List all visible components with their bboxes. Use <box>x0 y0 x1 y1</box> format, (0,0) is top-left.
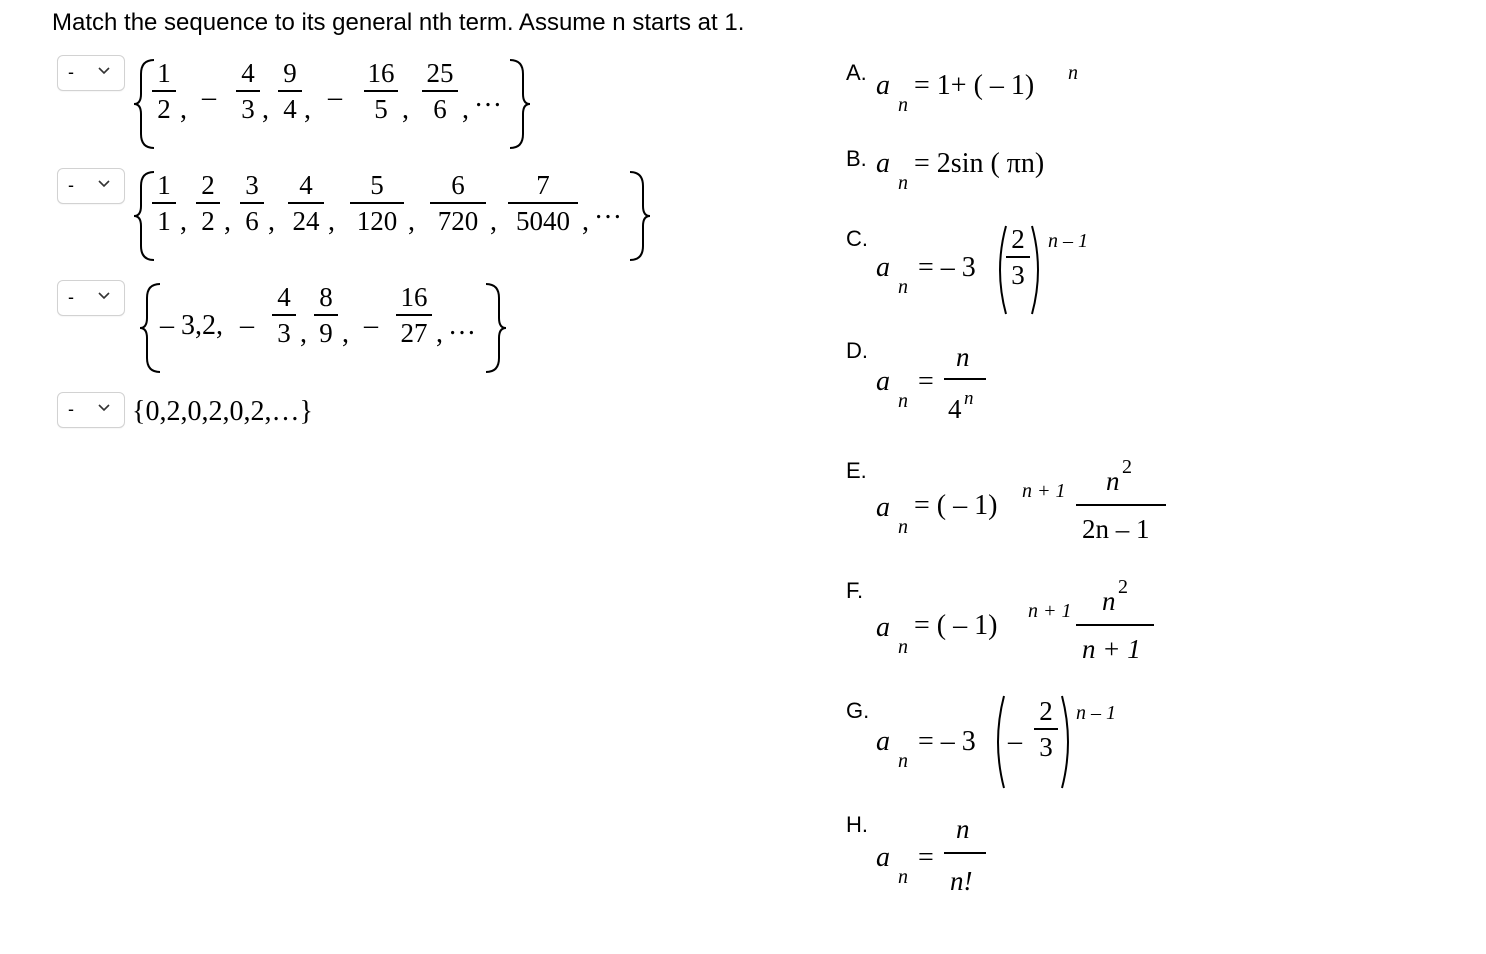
fraction <box>944 810 986 906</box>
option-h <box>846 810 1146 910</box>
select-value: - <box>68 399 74 419</box>
option-c <box>846 224 1146 320</box>
term-a: a <box>876 842 890 873</box>
ellipsis: … <box>448 310 476 341</box>
equals-sign: = <box>918 366 934 397</box>
sequence-lead-terms: – 3,2, <box>160 310 223 341</box>
fraction: 8 9 <box>314 282 338 348</box>
fraction: 7 5040 <box>508 170 578 236</box>
exponent: n <box>1068 62 1078 84</box>
numerator-exponent: 2 <box>1122 456 1132 478</box>
fraction-bar <box>1076 624 1154 626</box>
chevron-down-icon <box>96 63 112 79</box>
fraction: 2 3 <box>1006 224 1030 290</box>
term-a: a <box>876 366 890 397</box>
comma: , <box>180 94 187 125</box>
option-a <box>846 58 1146 118</box>
right-brace <box>626 170 652 262</box>
subscript-n: n <box>898 94 908 116</box>
chevron-down-icon <box>96 176 112 192</box>
right-brace <box>482 282 508 374</box>
fraction: 6 720 <box>430 170 486 236</box>
option-f <box>846 576 1186 676</box>
denominator-exponent: n <box>964 388 974 409</box>
fraction: 2 2 <box>196 170 220 236</box>
right-paren <box>1030 224 1046 316</box>
fraction: 9 4 <box>278 58 302 124</box>
fraction <box>1076 576 1154 676</box>
match-select-4[interactable] <box>57 392 125 428</box>
match-select-3[interactable] <box>57 280 125 316</box>
option-g <box>846 696 1166 796</box>
formula-rhs: = ( – 1) <box>914 610 998 641</box>
comma: , <box>342 318 349 349</box>
comma: , <box>402 94 409 125</box>
option-label: B. <box>846 146 867 171</box>
fraction: 16 27 <box>396 282 432 348</box>
fraction: 2 3 <box>1034 696 1058 762</box>
numerator-exponent: 2 <box>1118 576 1128 598</box>
right-brace <box>506 58 532 150</box>
comma: , <box>268 206 275 237</box>
minus-sign: – <box>1008 726 1022 757</box>
comma: , <box>462 94 469 125</box>
comma: , <box>262 94 269 125</box>
comma: , <box>408 206 415 237</box>
option-e <box>846 456 1186 556</box>
denominator: 4 <box>948 394 962 424</box>
minus-sign: – <box>202 82 216 113</box>
fraction: 1 2 <box>152 58 176 124</box>
right-paren <box>1060 694 1076 790</box>
numerator: n <box>1102 586 1116 616</box>
option-label: F. <box>846 578 864 603</box>
select-value: - <box>68 175 74 195</box>
sequence-2 <box>132 170 652 262</box>
minus-sign: – <box>328 82 342 113</box>
comma: , <box>180 206 187 237</box>
comma: , <box>300 318 307 349</box>
fraction: 5 120 <box>350 170 404 236</box>
numerator: n <box>956 342 970 372</box>
sequence-3 <box>138 282 508 374</box>
equals-sign: = <box>918 842 934 873</box>
option-label: C. <box>846 226 868 251</box>
subscript-n: n <box>898 276 908 298</box>
sequence-4: {0,2,0,2,0,2,…} <box>132 396 313 427</box>
fraction: 25 6 <box>422 58 458 124</box>
minus-sign: – <box>240 310 254 341</box>
comma: , <box>582 206 589 237</box>
fraction: 4 3 <box>236 58 260 124</box>
minus-sign: – <box>364 310 378 341</box>
term-a: a <box>876 726 890 757</box>
fraction: 16 5 <box>364 58 398 124</box>
numerator: n <box>1106 466 1120 496</box>
fraction: 4 3 <box>272 282 296 348</box>
subscript-n: n <box>898 636 908 658</box>
term-a: a <box>876 612 890 643</box>
subscript-n: n <box>898 516 908 538</box>
subscript-n: n <box>898 390 908 412</box>
comma: , <box>328 206 335 237</box>
prompt-text: Match the sequence to its general nth term. Assume n starts at 1. <box>52 9 745 36</box>
fraction-bar <box>1076 504 1166 506</box>
comma: , <box>490 206 497 237</box>
option-label: H. <box>846 812 868 837</box>
term-a: a <box>876 148 890 179</box>
comma: , <box>436 318 443 349</box>
comma: , <box>224 206 231 237</box>
formula-rhs: = 2sin ( πn) <box>914 148 1045 179</box>
option-label: E. <box>846 458 867 483</box>
sequence-1 <box>132 58 532 150</box>
exponent: n + 1 <box>1022 480 1066 502</box>
match-select-1[interactable] <box>57 55 125 91</box>
fraction: 3 6 <box>240 170 264 236</box>
fraction <box>944 338 986 434</box>
fraction-bar <box>944 378 986 380</box>
left-paren <box>990 694 1006 790</box>
option-label: D. <box>846 338 868 363</box>
option-b <box>846 144 1146 204</box>
term-a: a <box>876 252 890 283</box>
denominator: n! <box>950 866 973 896</box>
ellipsis: … <box>474 82 502 113</box>
ellipsis: … <box>594 194 622 225</box>
term-a: a <box>876 492 890 523</box>
denominator: n + 1 <box>1082 634 1141 664</box>
denominator: 2n – 1 <box>1082 514 1150 544</box>
fraction: 4 24 <box>288 170 324 236</box>
term-a: a <box>876 70 890 101</box>
formula-rhs: = 1+ ( – 1) <box>914 70 1035 101</box>
exponent: n + 1 <box>1028 600 1072 622</box>
formula-rhs: = – 3 <box>918 726 976 757</box>
subscript-n: n <box>898 866 908 888</box>
exponent: n – 1 <box>1048 230 1088 252</box>
fraction: 1 1 <box>152 170 176 236</box>
chevron-down-icon <box>96 400 112 416</box>
subscript-n: n <box>898 750 908 772</box>
option-label: A. <box>846 60 867 85</box>
numerator: n <box>956 814 970 844</box>
comma: , <box>304 94 311 125</box>
select-value: - <box>68 287 74 307</box>
chevron-down-icon <box>96 288 112 304</box>
exponent: n – 1 <box>1076 702 1116 724</box>
match-select-2[interactable] <box>57 168 125 204</box>
fraction-bar <box>944 852 986 854</box>
fraction <box>1076 456 1166 556</box>
formula-rhs: = – 3 <box>918 252 976 283</box>
formula-rhs: = ( – 1) <box>914 490 998 521</box>
option-d <box>846 338 1146 434</box>
select-value: - <box>68 62 74 82</box>
subscript-n: n <box>898 172 908 194</box>
option-label: G. <box>846 698 870 723</box>
